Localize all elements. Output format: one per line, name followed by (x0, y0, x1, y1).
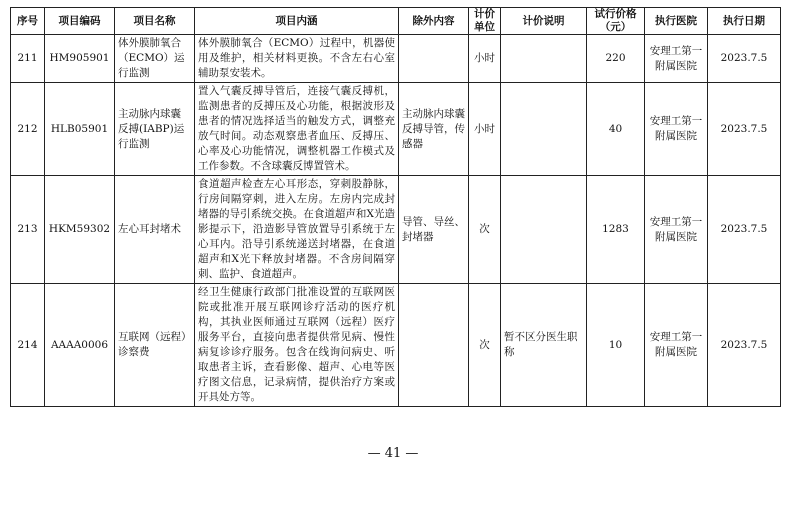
cell-price: 220 (587, 35, 645, 83)
cell-date: 2023.7.5 (708, 284, 781, 407)
cell-price: 1283 (587, 176, 645, 284)
cell-excluded (399, 284, 469, 407)
cell-name: 互联网（远程）诊察费 (115, 284, 195, 407)
cell-date: 2023.7.5 (708, 176, 781, 284)
cell-code: HLB05901 (45, 83, 115, 176)
cell-date: 2023.7.5 (708, 35, 781, 83)
page-number: — 41 — (367, 446, 419, 461)
cell-name: 体外膜肺氧合（ECMO）运行监测 (115, 35, 195, 83)
cell-unit: 小时 (469, 83, 501, 176)
cell-seq: 213 (11, 176, 45, 284)
cell-hospital: 安理工第一附属医院 (645, 176, 708, 284)
cell-code: HM905901 (45, 35, 115, 83)
table-row (11, 83, 781, 176)
cell-excluded (399, 35, 469, 83)
header-name: 项目名称 (115, 8, 195, 35)
header-hospital: 执行医院 (645, 8, 708, 35)
price-table (10, 7, 781, 407)
cell-unit: 次 (469, 284, 501, 407)
header-price: 试行价格（元） (587, 8, 645, 35)
cell-content: 食道超声检查左心耳形态，穿刺股静脉，行房间隔穿刺，进入左房。左房内完成封堵器的导引系统交换。在食道超声和X光造影提示下，沿造影导管放置导引系统于左心耳内。沿导引系统递送封堵器，在食道超声和X光下释放封堵器。不含房间隔穿刺、监护、食道超声。 (195, 176, 399, 284)
cell-note (501, 83, 587, 176)
cell-excluded: 主动脉内球囊反搏导管，传感器 (399, 83, 469, 176)
header-seq: 序号 (11, 8, 45, 35)
cell-hospital: 安理工第一附属医院 (645, 284, 708, 407)
table-row (11, 35, 781, 83)
cell-note (501, 35, 587, 83)
header-row (11, 8, 781, 35)
cell-seq: 214 (11, 284, 45, 407)
table-row (11, 176, 781, 284)
cell-excluded: 导管、导丝、封堵器 (399, 176, 469, 284)
cell-name: 主动脉内球囊反搏(IABP)运行监测 (115, 83, 195, 176)
header-note: 计价说明 (501, 8, 587, 35)
cell-content: 置入气囊反搏导管后，连接气囊反搏机，监测患者的反搏压及心功能，根据波形及患者的情况选择适当的触发方式，调整充放气时间。动态观察患者血压、反搏压、心率及心功能情况，调整机器工作模式及工作参数。不含球囊反博置管术。 (195, 83, 399, 176)
cell-code: HKM59302 (45, 176, 115, 284)
cell-content: 体外膜肺氧合（ECMO）过程中，机器使用及维护，相关材料更换。不含左右心室辅助泵安装术。 (195, 35, 399, 83)
cell-price: 10 (587, 284, 645, 407)
header-unit: 计价单位 (469, 8, 501, 35)
cell-content: 经卫生健康行政部门批准设置的互联网医院或批准开展互联网诊疗活动的医疗机构，其执业医师通过互联网（远程）医疗服务平台，直接向患者提供常见病、慢性病复诊诊疗服务。包含在线询问病史、听取患者主诉，查看影像、超声、心电等医疗图文信息，记录病情，提供治疗方案或开具处方等。 (195, 284, 399, 407)
cell-hospital: 安理工第一附属医院 (645, 83, 708, 176)
cell-seq: 211 (11, 35, 45, 83)
header-excluded: 除外内容 (399, 8, 469, 35)
cell-hospital: 安理工第一附属医院 (645, 35, 708, 83)
cell-note: 暂不区分医生职称 (501, 284, 587, 407)
cell-unit: 次 (469, 176, 501, 284)
header-code: 项目编码 (45, 8, 115, 35)
cell-note (501, 176, 587, 284)
cell-code: AAAA0006 (45, 284, 115, 407)
cell-date: 2023.7.5 (708, 83, 781, 176)
cell-seq: 212 (11, 83, 45, 176)
cell-price: 40 (587, 83, 645, 176)
header-content: 项目内涵 (195, 8, 399, 35)
cell-name: 左心耳封堵术 (115, 176, 195, 284)
table-row (11, 284, 781, 407)
cell-unit: 小时 (469, 35, 501, 83)
header-date: 执行日期 (708, 8, 781, 35)
